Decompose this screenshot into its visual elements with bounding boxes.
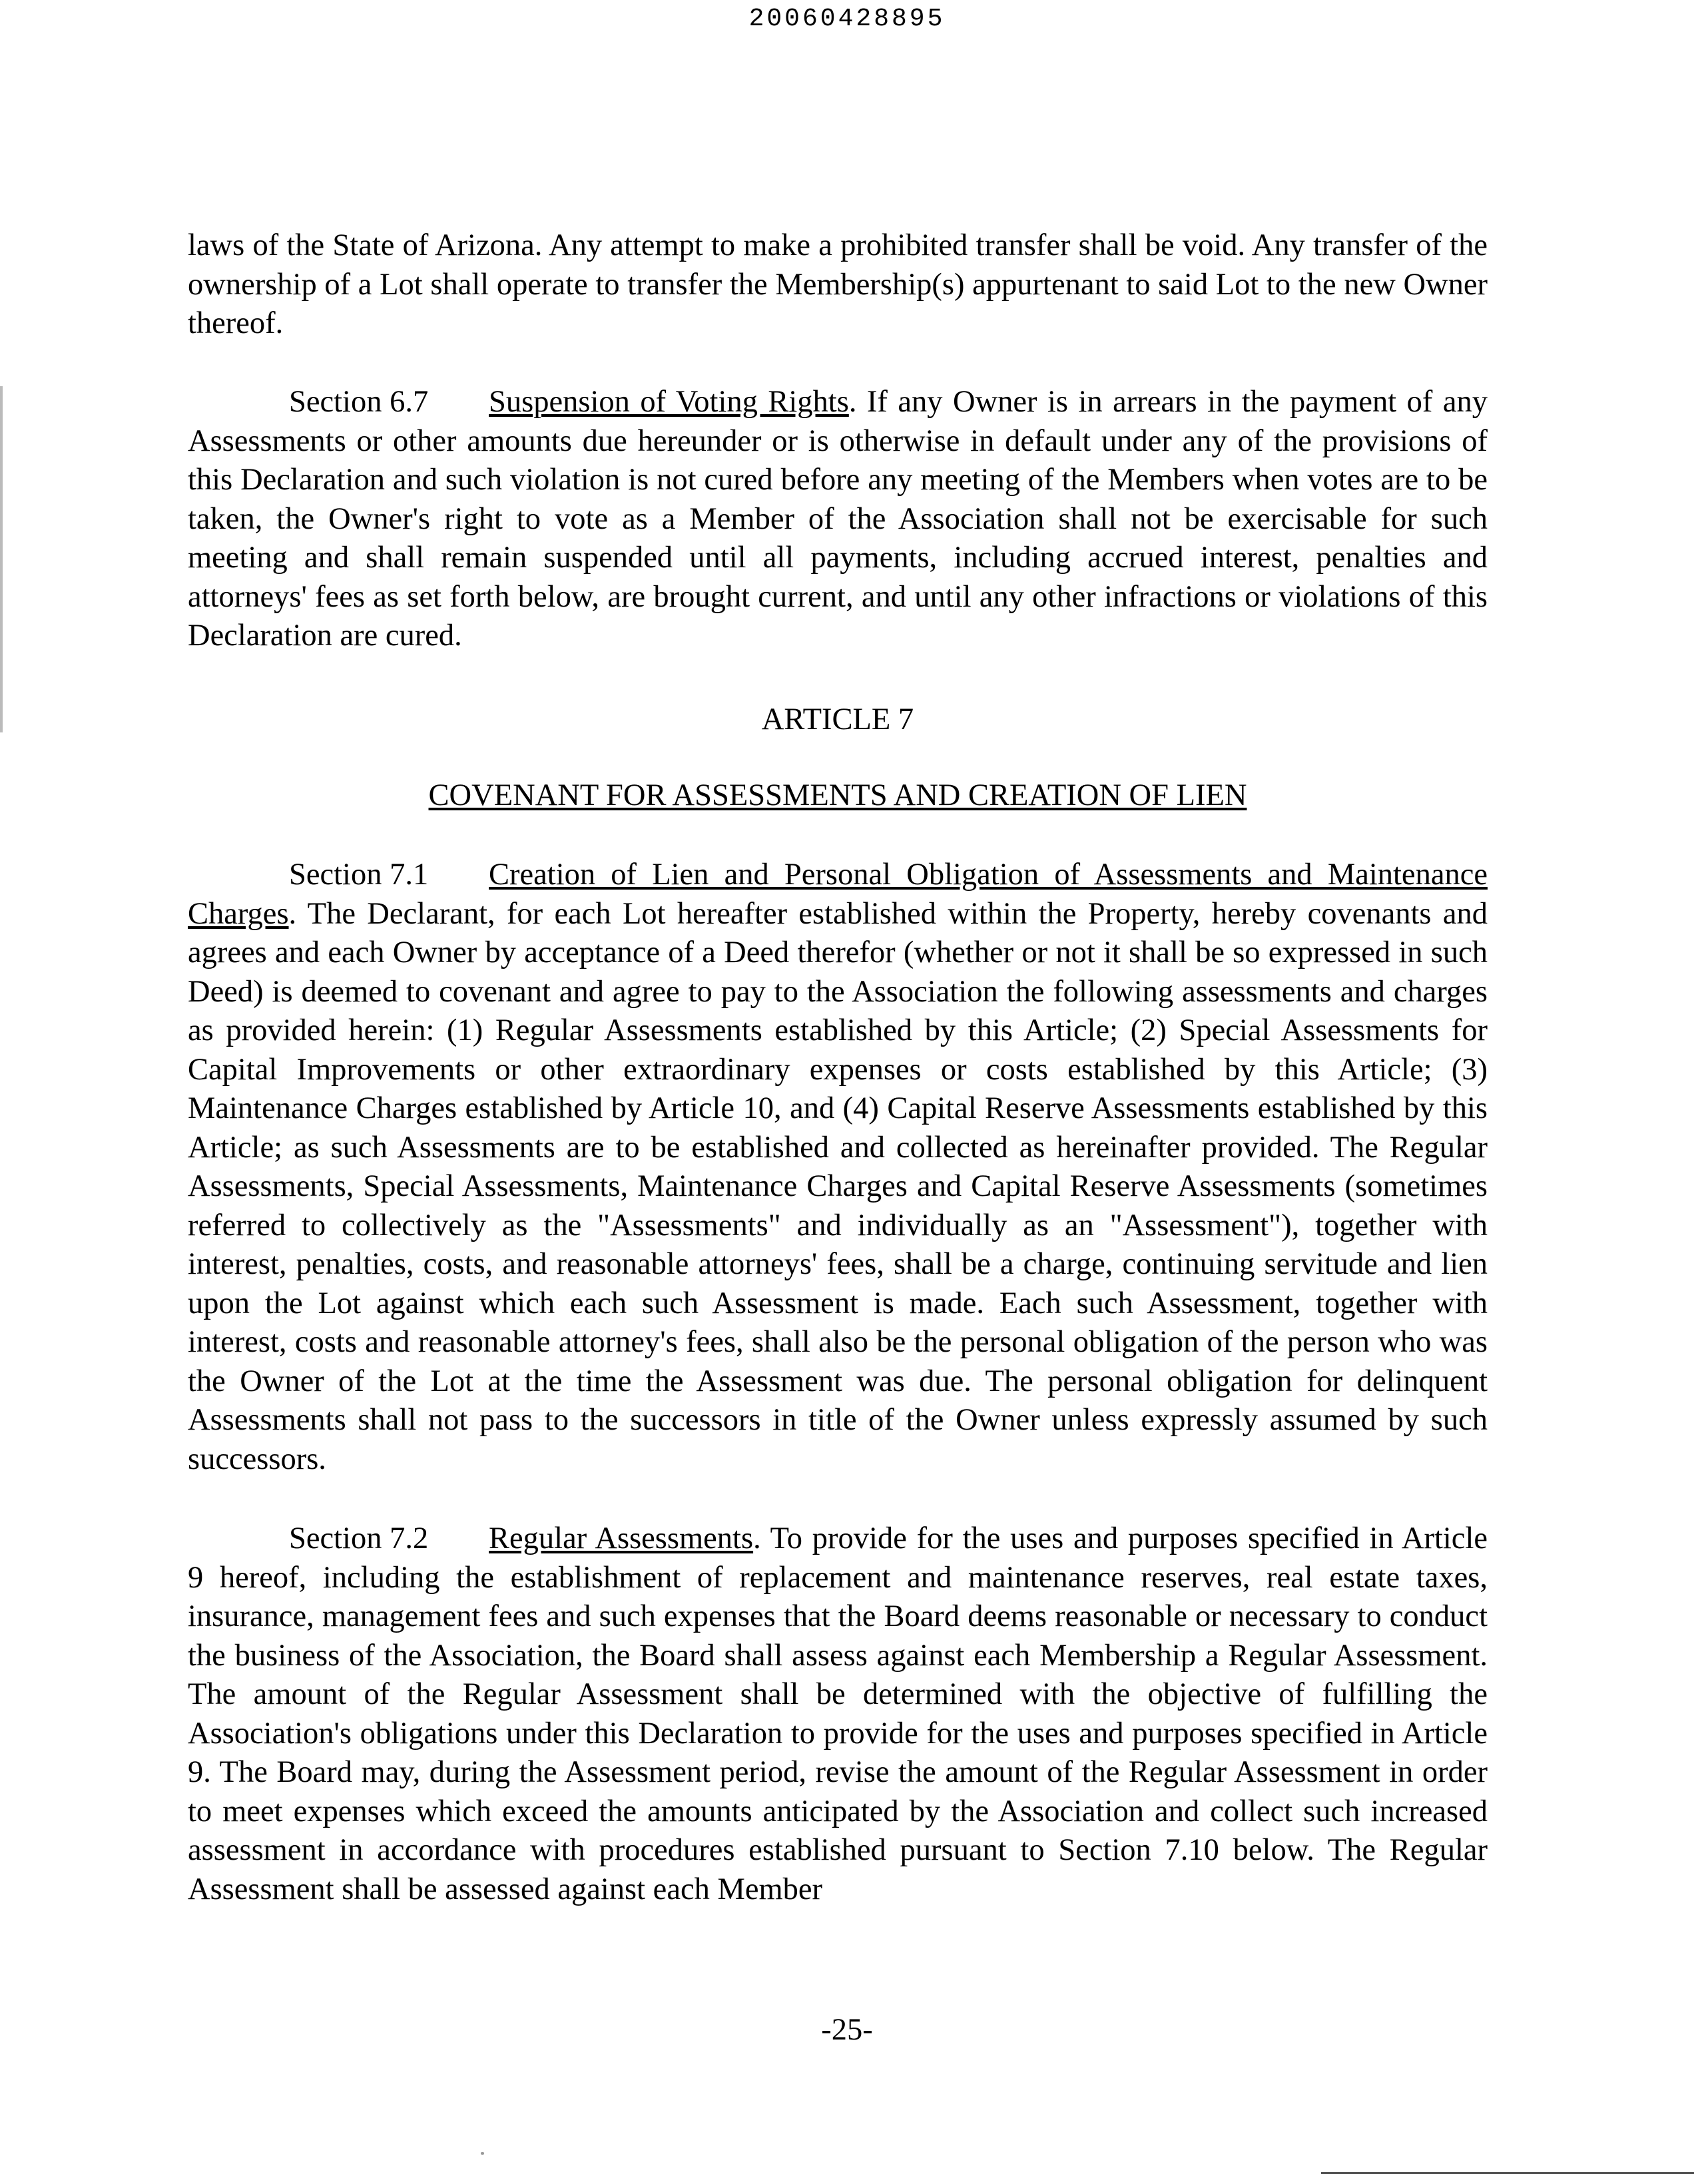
corner-rule-line [1321,2172,1694,2174]
section-7-1-paragraph [188,856,1488,1479]
section-7-2-number: Section 7.2 [289,1521,429,1555]
section-6-7-title: Suspension of Voting Rights [489,385,849,419]
article-number: ARTICLE 7 [761,702,914,736]
section-6-7-paragraph [188,383,1488,656]
section-7-1-title: Creation of Lien and Personal Obligation of Assessments and Maintenance Charges [188,858,1488,931]
section-6-7-number: Section 6.7 [289,385,429,419]
section-7-2-text: . To provide for the uses and purposes specified in Article 9 hereof, including the establishment of replacement and maintenance reserves, real estate taxes, insurance, management fees and such expenses that the Board deems reasonable or necessary to conduct the business of the Association, the Board shall assess against each Membership a Regular Assessment. The amount of the Regular Assessment shall be determined with the objective of fulfilling the Association's obligations under this Declaration to provide for the uses and purposes specified in Article 9. The Board may, during the Assessment period, revise the amount of the Regular Assessment in order to meet expenses which exceed the amounts anticipated by the Association and collect such increased assessment in accordance with procedures established pursuant to Section 7.10 below. The Regular Assessment shall be assessed against each Member [188,1521,1488,1906]
continuation-text: laws of the State of Arizona. Any attempt to make a prohibited transfer shall be void. Any transfer of the ownership of a Lot shall operate to transfer the Membership(s) appurtenant to said Lot to the new Owner thereof. [188,228,1488,340]
section-7-1-number: Section 7.1 [289,858,429,892]
section-7-2-title: Regular Assessments [489,1521,754,1555]
section-7-1-text: . The Declarant, for each Lot hereafter established within the Property, hereby covenants and agrees and each Owner by acceptance of a Deed therefor (whether or not it shall be so expressed in such Deed) is deemed to covenant and agree to pay to the Association the following assessments and charges as provided herein: (1) Regular Assessments established by this Article; (2) Special Assessments for Capital Improvements or other extraordinary expenses or costs established by this Article; (3) Maintenance Charges established by Article 10, and (4) Capital Reserve Assessments established by this Article; as such Assessments are to be established and collected as hereinafter provided. The Regular Assessments, Special Assessments, Maintenance Charges and Capital Reserve Assessments (sometimes referred to collectively as the "Assessments" and individually as an "Assessment"), together with interest, penalties, costs, and reasonable attorneys' fees, shall be a charge, continuing servitude and lien upon the Lot against which each such Assessment is made. Each such Assessment, together with interest, costs and reasonable attorney's fees, shall also be the personal obligation of the person who was the Owner of the Lot at the time the Assessment was due. The personal obligation for delinquent Assessments shall not pass to the successors in title of the Owner unless expressly assumed by such successors. [188,896,1488,1476]
article-title [188,776,1488,815]
scan-speck [481,2152,484,2155]
document-number: 20060428895 [748,5,946,33]
article-title-text: COVENANT FOR ASSESSMENTS AND CREATION OF LIEN [428,778,1247,812]
section-7-2-paragraph [188,1519,1488,1909]
page-number: -25- [821,2013,873,2047]
section-6-7-text: . If any Owner is in arrears in the payment of any Assessments or other amounts due hereunder or is otherwise in default under any of the provisions of this Declaration and such violation is not cured before any meeting of the Members when votes are to be taken, the Owner's right to vote as a Member of the Association shall not be exercisable for such meeting and shall remain suspended until all payments, including accrued interest, penalties and attorneys' fees as set forth below, are brought current, and until any other infractions or violations of this Declaration are cured. [188,385,1488,653]
scan-edge-mark [0,386,3,732]
continuation-paragraph [188,226,1488,344]
